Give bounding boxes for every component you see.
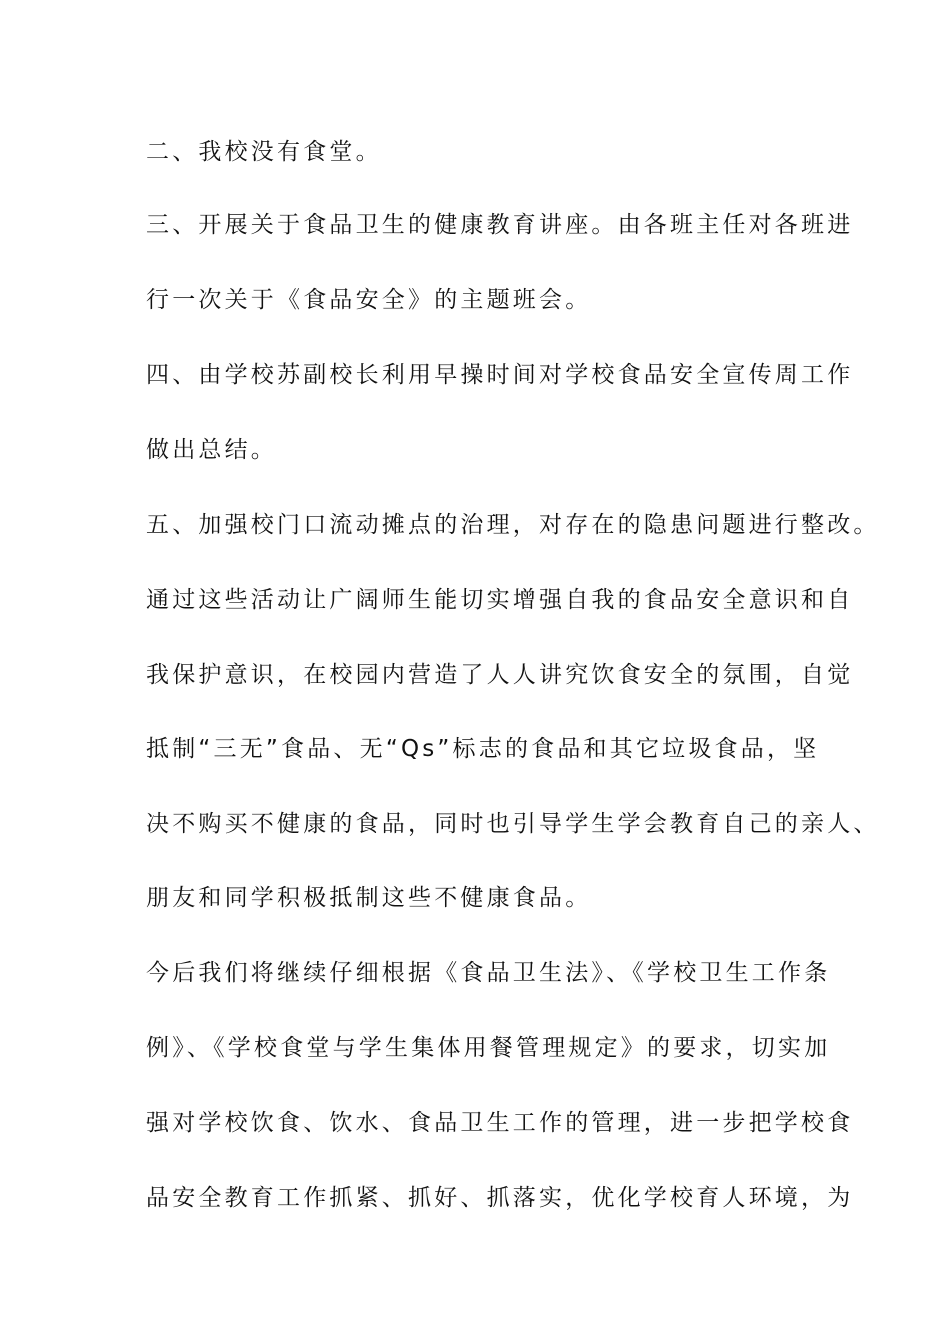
text-line-6: 五、加强校门口流动摊点的治理，对存在的隐患问题进行整改。 bbox=[146, 512, 880, 538]
text-line-11: 朋友和同学积极抵制这些不健康食品。 bbox=[146, 885, 592, 911]
text-line-9: 抵制“三无”食品、无“Qs”标志的食品和其它垃圾食品，坚 bbox=[146, 736, 820, 762]
text-line-5: 做出总结。 bbox=[146, 437, 277, 463]
text-line-12: 今后我们将继续仔细根据《食品卫生法》、《学校卫生工作条 bbox=[146, 960, 831, 986]
text-line-4: 四、由学校苏副校长利用早操时间对学校食品安全宣传周工作 bbox=[146, 362, 854, 388]
text-line-7: 通过这些活动让广阔师生能切实增强自我的食品安全意识和自 bbox=[146, 587, 854, 613]
text-line-1: 二、我校没有食堂。 bbox=[146, 139, 382, 165]
text-line-3: 行一次关于《食品安全》的主题班会。 bbox=[146, 287, 592, 313]
text-line-14: 强对学校饮食、饮水、食品卫生工作的管理，进一步把学校食 bbox=[146, 1110, 854, 1136]
text-line-10: 决不购买不健康的食品，同时也引导学生学会教育自己的亲人、 bbox=[146, 811, 880, 837]
text-line-13: 例》、《学校食堂与学生集体用餐管理规定》的要求，切实加 bbox=[146, 1035, 831, 1061]
text-line-15: 品安全教育工作抓紧、抓好、抓落实，优化学校育人环境，为 bbox=[146, 1185, 854, 1211]
text-line-2: 三、开展关于食品卫生的健康教育讲座。由各班主任对各班进 bbox=[146, 212, 854, 238]
text-line-8: 我保护意识，在校园内营造了人人讲究饮食安全的氛围，自觉 bbox=[146, 662, 854, 688]
